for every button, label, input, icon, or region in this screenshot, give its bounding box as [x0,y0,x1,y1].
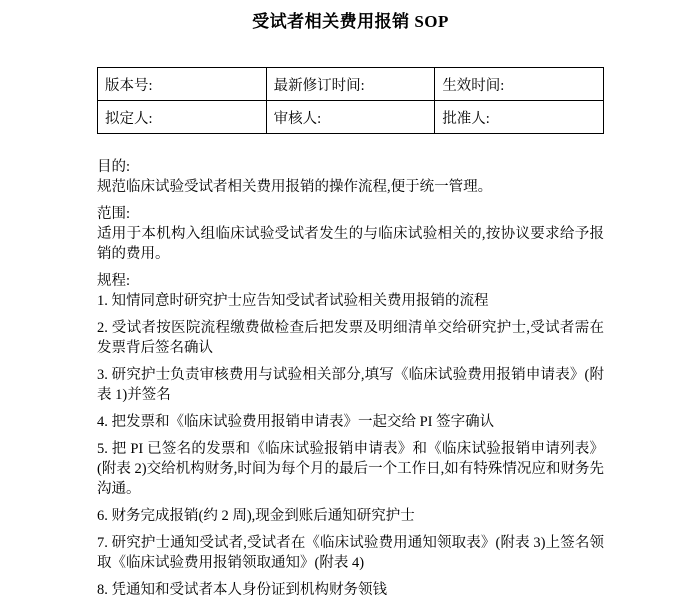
scope-section [97,204,604,264]
document-body [97,157,604,600]
procedure-item-4: 4. 把发票和《临床试验费用报销申请表》一起交给 PI 签字确认 [97,414,495,430]
table-row [98,68,604,101]
procedure-item-7: 7. 研究护士通知受试者,受试者在《临床试验费用通知领取表》(附表 3)上签名领取《临床试验费用报销领取通知》(附表 4) [97,535,604,571]
purpose-body: 规范临床试验受试者相关费用报销的操作流程,便于统一管理。 [97,179,493,195]
procedure-item-5: 5. 把 PI 已签名的发票和《临床试验报销申请表》和《临床试验报销申请列表》(附表 2)交给机构财务,时间为每个月的最后一个工作日,如有特殊情况应和财务先沟通。 [97,441,604,497]
document-content [97,0,604,607]
revision-time-cell: 最新修订时间: [266,68,435,101]
procedure-item-3: 3. 研究护士负责审核费用与试验相关部分,填写《临床试验费用报销申请表》(附表 1)并签名 [97,367,604,403]
procedure-item-6: 6. 财务完成报销(约 2 周),现金到账后通知研究护士 [97,508,415,524]
effective-time-cell: 生效时间: [435,68,604,101]
version-cell: 版本号: [98,68,267,101]
document-title: 受试者相关费用报销 SOP [252,12,449,31]
approver-cell: 批准人: [435,101,604,134]
purpose-heading: 目的: [97,159,131,175]
reviewer-cell: 审核人: [266,101,435,134]
table-row [98,101,604,134]
scope-heading: 范围: [97,206,131,222]
procedure-section-head [97,271,604,311]
procedure-heading: 规程: [97,273,131,289]
procedure-item-8: 8. 凭通知和受试者本人身份证到机构财务领钱 [97,582,387,598]
drafter-cell: 拟定人: [98,101,267,134]
metadata-table [97,67,604,134]
procedure-item-2: 2. 受试者按医院流程缴费做检查后把发票及明细清单交给研究护士,受试者需在发票背后签名确认 [97,320,604,356]
procedure-item-1: 1. 知情同意时研究护士应告知受试者试验相关费用报销的流程 [97,293,489,309]
purpose-section [97,157,604,197]
scope-body: 适用于本机构入组临床试验受试者发生的与临床试验相关的,按协议要求给予报销的费用。 [97,226,604,262]
